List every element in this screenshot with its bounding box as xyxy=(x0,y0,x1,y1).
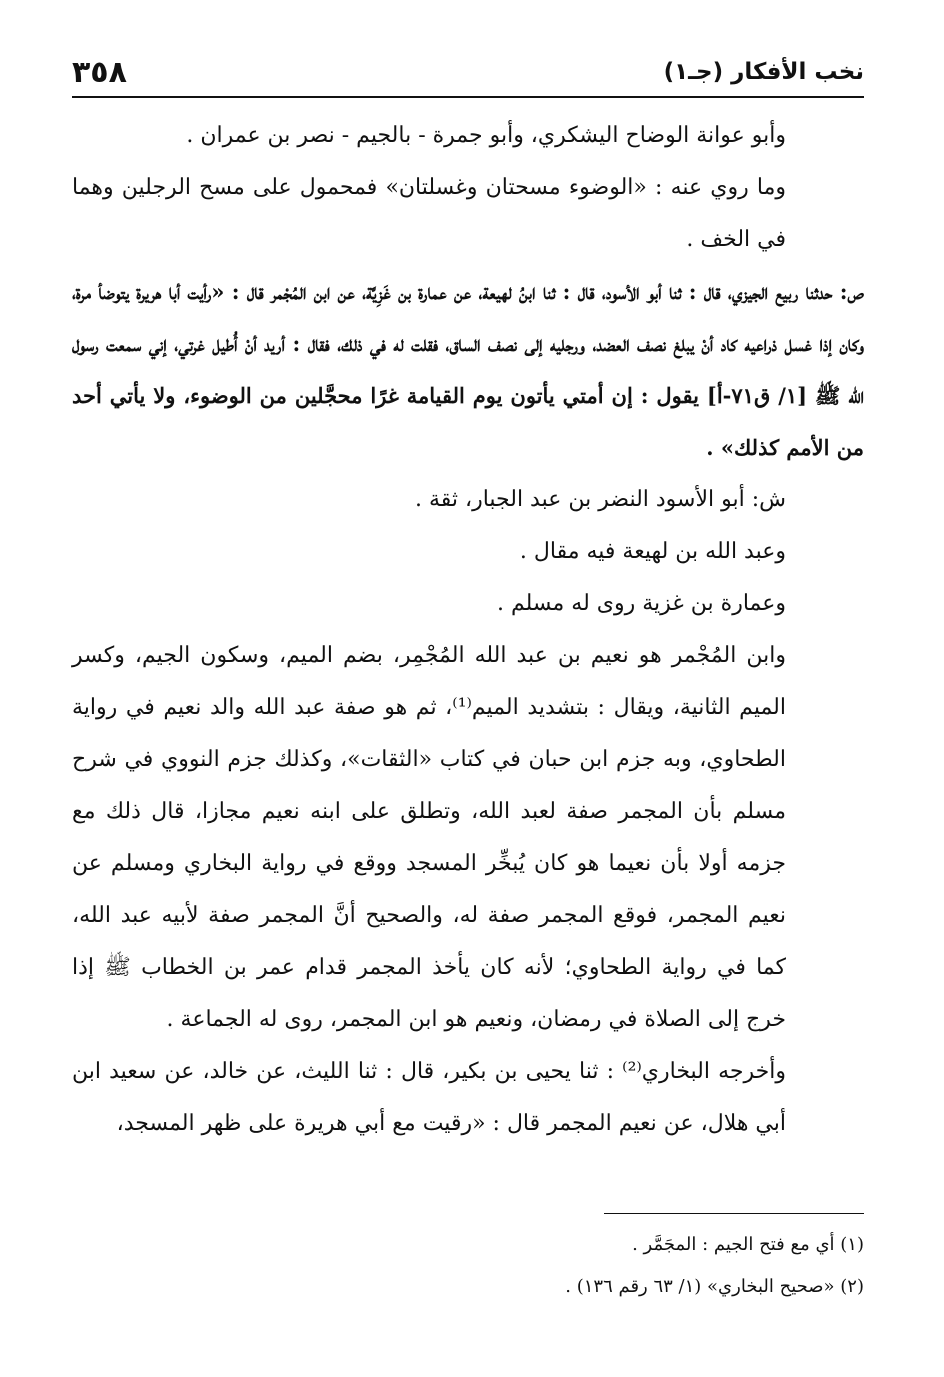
paragraph: وعبد الله بن لهيعة فيه مقال . xyxy=(519,539,786,564)
hadith-text: ص: حدثنا ربيع الجيزي، قال : ثنا أبو الأسود، قال : ثنا ابنُ لهيعة، عن عمارة بن غَزِيَّة، عن ابن المُجْمر قال : «رأيت أبا هريرة يتوضأ مرة، وكان إذا غسل ذراعيه كاد أنْ يبلغ نصف العضد، ورجليه إلى نصف الساق، فقلت له في ذلك، فقال : أريد أنْ أُطيل غرتي، إني سمعت رسول الله ﷺ [١/ ق٧١-أ] يقول : إن أمتي يأتون يوم القيامة غرًا محجَّلين من الوضوء، ولا يأتي أحد من الأمم كذلك» . xyxy=(72,279,865,460)
page-number: ٣٥٨ xyxy=(72,54,127,90)
commentary-paragraph: ش: أبو الأسود النضر بن عبد الجبار، ثقة . xyxy=(414,487,786,512)
paragraph: وما روي عنه : «الوضوء مسحتان وغسلتان» فمحمول على مسح الرجلين وهما في الخف . xyxy=(72,175,786,252)
paragraph: وابن المُجْمر هو نعيم بن عبد الله المُجْمِر، بضم الميم، وسكون الجيم، وكسر الميم الثانية، ويقال : بتشديد الميم⁽¹⁾، ثم هو صفة عبد الله والد نعيم في رواية الطحاوي، وبه جزم ابن حبان في كتاب «الثقات»، وكذلك جزم النووي في شرح مسلم بأن المجمر صفة لعبد الله، وتطلق على ابنه نعيم مجازا، قال ذلك مع جزمه أولا بأن نعيما هو كان يُبخِّر المسجد ووقع في رواية البخاري ومسلم عن نعيم المجمر، فوقع المجمر صفة له، والصحيح أنَّ المجمر صفة لأبيه عبد الله، كما في رواية الطحاوي؛ لأنه كان يأخذ المجمر قدام عمر بن الخطاب ﷺ إذا خرج إلى الصلاة في رمضان، ونعيم هو ابن المجمر، روى له الجماعة . xyxy=(72,643,786,1032)
footnotes xyxy=(72,1224,864,1308)
footnote-separator xyxy=(604,1213,864,1214)
footnote: (١) أي مع فتح الجيم : المجَمَّر . xyxy=(632,1234,864,1255)
paragraph: وعمارة بن غزية روى له مسلم . xyxy=(496,591,786,616)
main-text xyxy=(72,110,864,1190)
header-rule xyxy=(72,96,864,98)
footnote: (٢) «صحيح البخاري» (١/ ٦٣ رقم ١٣٦) . xyxy=(565,1276,864,1297)
paragraph: وأبو عوانة الوضاح اليشكري، وأبو جمرة - بالجيم - نصر بن عمران . xyxy=(186,123,786,148)
running-title: نخب الأفكار (جـ١) xyxy=(663,59,864,85)
paragraph: وأخرجه البخاري⁽²⁾ : ثنا يحيى بن بكير، قال : ثنا الليث، عن خالد، عن سعيد ابن أبي هلال، عن نعيم المجمر قال : «رقيت مع أبي هريرة على ظهر المسجد، xyxy=(72,1059,786,1136)
page-header xyxy=(72,52,864,92)
